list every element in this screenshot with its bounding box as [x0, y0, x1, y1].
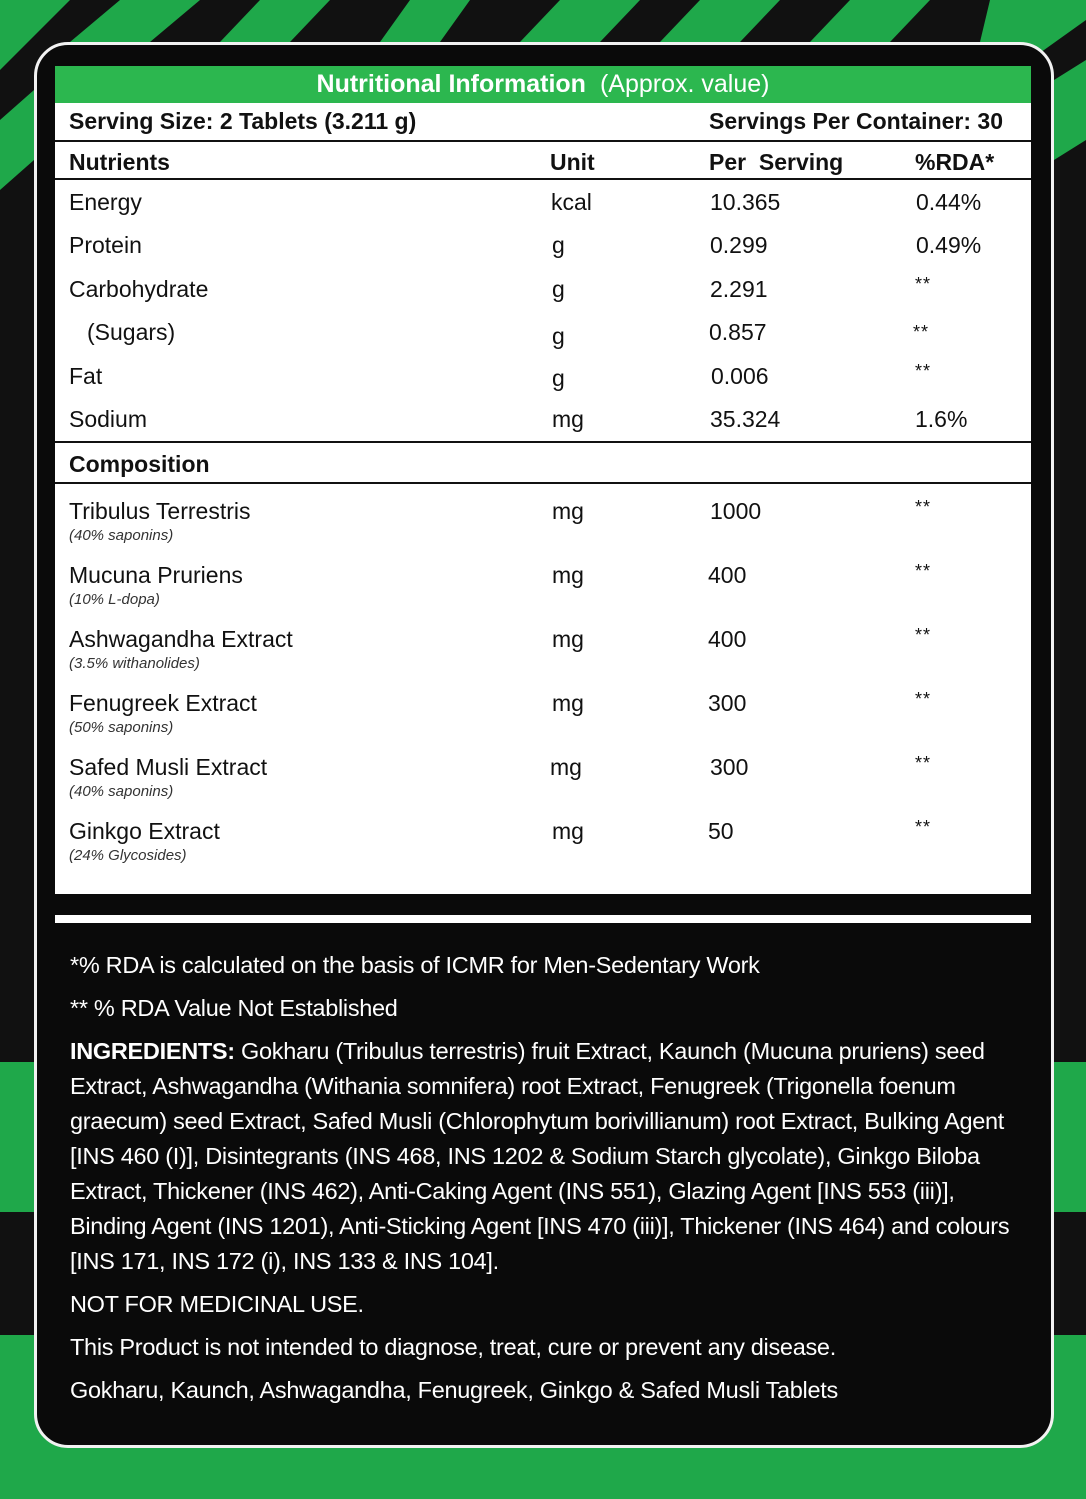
nutrient-name: Fat: [69, 363, 103, 389]
ingredient-name: Fenugreek Extract: [69, 690, 257, 716]
ingredient-rda: **: [915, 689, 932, 709]
ingredient-unit: mg: [552, 690, 584, 716]
nutrient-rda: 0.44%: [916, 189, 982, 215]
nutrient-value: 0.857: [709, 319, 767, 345]
table-row: [55, 497, 1031, 561]
header-per-serving: Per Serving: [709, 149, 844, 175]
serving-size: Serving Size: 2 Tablets (3.211 g): [69, 108, 417, 134]
composition-title-row: [55, 444, 1031, 484]
nutrient-name: Energy: [69, 189, 142, 215]
ingredient-unit: mg: [552, 498, 584, 524]
nutrient-rda: 1.6%: [915, 406, 968, 432]
divider: [55, 482, 1031, 484]
ingredient-note: (40% saponins): [69, 783, 174, 800]
ingredient-value: 300: [710, 754, 749, 780]
nutrition-title: Nutritional Information: [316, 70, 586, 98]
table-header-row: [55, 142, 1031, 182]
table-row: [55, 311, 1031, 354]
table-row: [55, 181, 1031, 224]
ingredient-name: Tribulus Terrestris: [69, 498, 251, 524]
ingredient-note: (3.5% withanolides): [69, 655, 200, 672]
nutrition-facts-box: [55, 66, 1031, 894]
table-row: [55, 689, 1031, 753]
serving-info-row: [55, 103, 1031, 140]
ingredient-unit: mg: [552, 562, 584, 588]
servings-per-container: Servings Per Container: 30: [709, 108, 1003, 134]
rda-basis-note: *% RDA is calculated on the basis of ICMR for Men-Sedentary Work: [70, 952, 760, 978]
ingredient-unit: mg: [550, 754, 582, 780]
ingredient-unit: mg: [552, 818, 584, 844]
header-unit: Unit: [550, 149, 595, 175]
nutrient-rda: **: [913, 322, 930, 342]
nutrient-rda: **: [915, 274, 932, 294]
ingredient-note: (50% saponins): [69, 719, 174, 736]
nutrient-unit: mg: [552, 406, 584, 432]
ingredient-value: 1000: [710, 498, 762, 524]
nutrient-rda: **: [915, 361, 932, 381]
ingredient-note: (10% L-dopa): [69, 591, 160, 608]
composition-title: Composition: [69, 451, 210, 477]
header-rda: %RDA*: [915, 149, 995, 175]
ingredient-rda: **: [915, 753, 932, 773]
nutrient-unit: g: [552, 323, 565, 349]
ingredients-paragraph: [70, 1034, 1030, 1279]
table-row: [55, 817, 1031, 881]
nutrient-unit: g: [552, 276, 565, 302]
ingredients-text: Gokharu (Tribulus terrestris) fruit Extract, Kaunch (Mucuna pruriens) seed Extract, Ashwagandha (Withania somnifera) root Extract, Fenugreek (Trigonella foenum graecum) seed Extract, Safed Musli (Chlorophytum borivillianum) root Extract, Bulking Agent [INS 460 (I)], Disintegrants (INS 468, INS 1202 & Sodium Starch glycolate), Ginkgo Biloba Extract, Thickener (INS 462), Anti-Caking Agent (INS 551), Glazing Agent [INS 553 (iii)], Binding Agent (INS 1201), Anti-Sticking Agent [INS 470 (iii)], Thickener (INS 464) and colours [INS 171, INS 172 (i), INS 133 & INS 104].: [70, 1038, 1010, 1274]
table-row: [55, 355, 1031, 398]
ingredient-value: 50: [708, 818, 734, 844]
nutrient-value: 35.324: [710, 406, 781, 432]
table-row: [55, 561, 1031, 625]
table-row: [55, 268, 1031, 311]
ingredient-unit: mg: [552, 626, 584, 652]
nutrient-value: 10.365: [710, 189, 781, 215]
ingredient-name: Ginkgo Extract: [69, 818, 220, 844]
divider: [55, 178, 1031, 180]
disclaimer-note: This Product is not intended to diagnose, treat, cure or prevent any disease.: [70, 1334, 836, 1360]
nutrient-name: Carbohydrate: [69, 276, 209, 302]
not-medicinal-note: NOT FOR MEDICINAL USE.: [70, 1291, 364, 1317]
table-row: [55, 753, 1031, 817]
nutrient-unit: g: [552, 365, 565, 391]
nutrient-name: Sodium: [69, 406, 147, 432]
nutrient-value: 2.291: [710, 276, 768, 302]
ingredient-rda: **: [915, 561, 932, 581]
product-name: Gokharu, Kaunch, Ashwagandha, Fenugreek, Ginkgo & Safed Musli Tablets: [70, 1377, 838, 1403]
ingredient-value: 400: [708, 626, 747, 652]
table-row: [55, 398, 1031, 441]
ingredient-note: (40% saponins): [69, 527, 174, 544]
nutrient-value: 0.006: [711, 363, 769, 389]
ingredient-value: 400: [708, 562, 747, 588]
ingredients-label: INGREDIENTS:: [70, 1038, 235, 1064]
nutrient-value: 0.299: [710, 232, 768, 258]
nutrient-unit: g: [552, 232, 565, 258]
table-row: [55, 224, 1031, 267]
ingredient-rda: **: [915, 817, 932, 837]
nutrition-title-note: (Approx. value): [599, 70, 770, 98]
nutrient-name: (Sugars): [87, 319, 176, 345]
ingredient-name: Ashwagandha Extract: [69, 626, 293, 652]
ingredient-name: Mucuna Pruriens: [69, 562, 243, 588]
separator-bar: [55, 915, 1031, 923]
notes-section: [70, 948, 1030, 1416]
ingredient-rda: **: [915, 625, 932, 645]
table-row: [55, 625, 1031, 689]
ingredient-rda: **: [915, 497, 932, 517]
nutrient-name: Protein: [69, 232, 142, 258]
ingredient-value: 300: [708, 690, 747, 716]
rda-not-established-note: ** % RDA Value Not Established: [70, 995, 398, 1021]
ingredient-name: Safed Musli Extract: [69, 754, 268, 780]
nutrient-rda: 0.49%: [916, 232, 982, 258]
ingredient-note: (24% Glycosides): [69, 847, 187, 864]
nutrient-unit: kcal: [551, 189, 592, 215]
header-nutrients: Nutrients: [69, 149, 170, 175]
nutrition-title-bar: [55, 66, 1031, 103]
divider: [55, 441, 1031, 443]
